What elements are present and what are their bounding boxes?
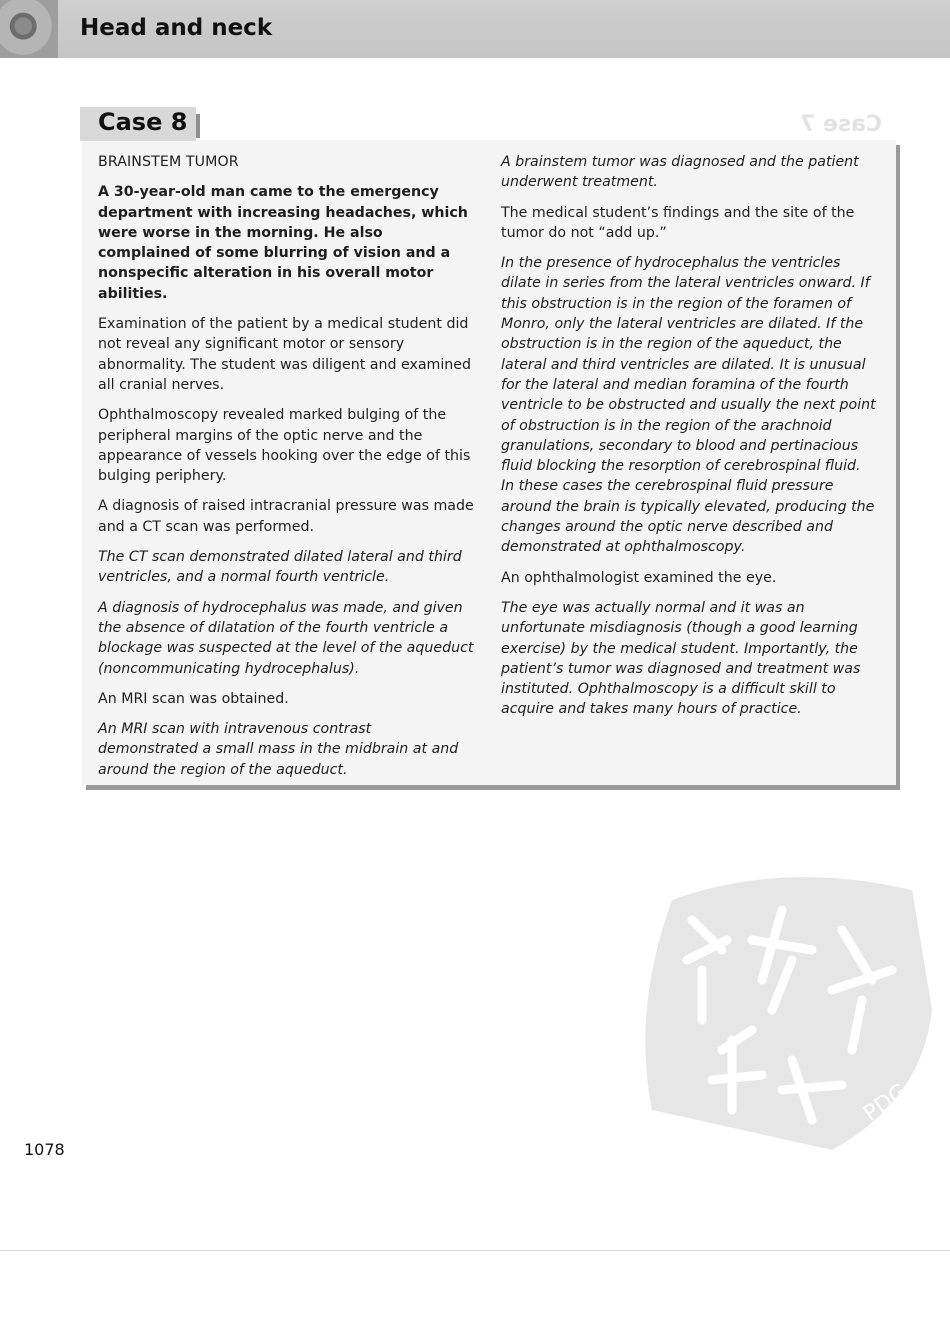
- left-column-paragraph-6: A diagnosis of hydrocephalus was made, and given the absence of dilatation of the fourth ventricle a blockage was suspected at the level of the aqueduct (noncommunicating hydrocephalus).: [98, 599, 474, 677]
- right-column-paragraph-0: A brainstem tumor was diagnosed and the patient underwent treatment.: [501, 154, 859, 191]
- section-title: Head and neck: [80, 15, 273, 41]
- anatomy-thumbnail-icon: [0, 0, 58, 58]
- left-column-paragraph-1: A 30-year-old man came to the emergency department with increasing headaches, which were worse in the morning. He also complained of some blurring of vision and a nonspecific alteration in his overall motor abilities.: [98, 184, 468, 302]
- right-column-paragraph-1: The medical student’s findings and the site of the tumor do not “add up.”: [501, 204, 855, 241]
- library-seal-watermark-icon: [632, 860, 932, 1150]
- bottom-rule: [0, 1250, 950, 1251]
- left-column: [98, 152, 474, 790]
- watermark-text: PDG: [859, 1079, 913, 1127]
- case-title: Case 8: [98, 108, 188, 136]
- page-number: 1078: [24, 1140, 65, 1159]
- left-column-paragraph-7: An MRI scan was obtained.: [98, 690, 289, 707]
- show-through-case-title: Case 7: [800, 112, 882, 137]
- left-column-paragraph-3: Ophthalmoscopy revealed marked bulging of the peripheral margins of the optic nerve and the appearance of vessels hooking over the edge of this bulging periphery.: [98, 407, 471, 485]
- left-column-paragraph-0: BRAINSTEM TUMOR: [98, 154, 239, 170]
- right-column-paragraph-2: In the presence of hydrocephalus the ventricles dilate in series from the lateral ventricles onward. If this obstruction is in the region of the foramen of Monro, only the lateral ventricles are dilated. If the obstruction is in the region of the aqueduct, the lateral and third ventricles are dilated. It is unusual for the lateral and median foramina of the fourth ventricle to be obstructed and usually the next point of obstruction is in the region of the arachnoid granulations, secondary to blood and pertinacious fluid blocking the resorption of cerebrospinal fluid. In these cases the cerebrospinal fluid pressure around the brain is typically elevated, producing the changes around the optic nerve described and demonstrated at ophthalmoscopy.: [501, 255, 876, 556]
- right-column: [501, 152, 877, 730]
- case-tab-edge: [196, 114, 200, 138]
- left-column-paragraph-4: A diagnosis of raised intracranial pressure was made and a CT scan was performed.: [98, 498, 474, 535]
- left-column-paragraph-2: Examination of the patient by a medical student did not reveal any significant motor or sensory abnormality. The student was diligent and examined all cranial nerves.: [98, 316, 472, 393]
- right-column-paragraph-4: The eye was actually normal and it was an unfortunate misdiagnosis (though a good learning exercise) by the medical student. Importantly, the patient’s tumor was diagnosed and treatment was instituted. Ophthalmoscopy is a difficult skill to acquire and takes many hours of practice.: [501, 599, 861, 718]
- right-column-paragraph-3: An ophthalmologist examined the eye.: [501, 569, 777, 586]
- left-column-paragraph-5: The CT scan demonstrated dilated lateral and third ventricles, and a normal fourth ventricle.: [98, 549, 462, 586]
- left-column-paragraph-8: An MRI scan with intravenous contrast demonstrated a small mass in the midbrain at and around the region of the aqueduct.: [98, 721, 459, 778]
